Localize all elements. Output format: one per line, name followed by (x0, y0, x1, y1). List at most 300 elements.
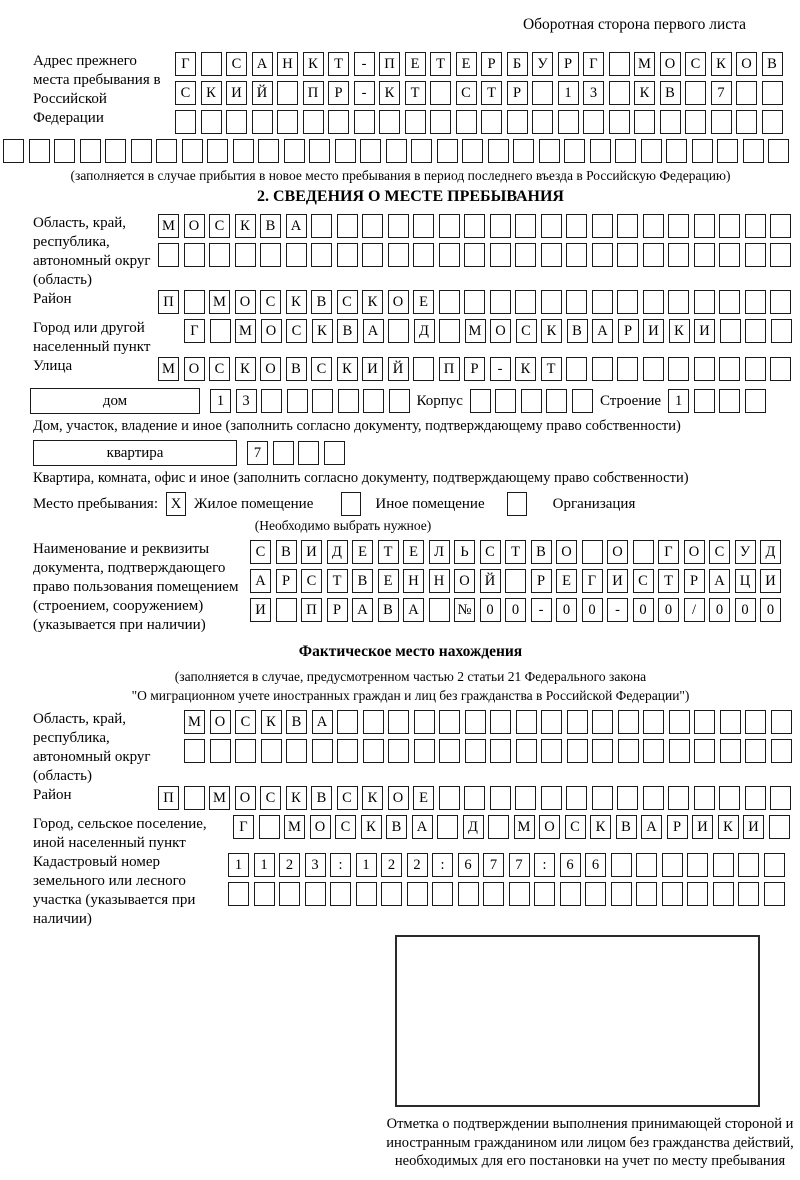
form-cell[interactable] (429, 598, 450, 622)
form-cell[interactable] (770, 214, 791, 238)
form-cell[interactable] (713, 853, 734, 877)
form-cell[interactable] (745, 243, 766, 267)
form-cell[interactable] (515, 214, 536, 238)
form-cell[interactable] (407, 882, 428, 906)
form-cell[interactable] (592, 290, 613, 314)
form-cell[interactable] (719, 243, 740, 267)
form-cell[interactable]: В (762, 52, 783, 76)
form-cell[interactable] (643, 739, 664, 763)
form-cell[interactable]: И (301, 540, 322, 564)
form-cell[interactable] (694, 243, 715, 267)
form-cell[interactable]: Г (583, 52, 604, 76)
form-cell[interactable]: К (669, 319, 690, 343)
form-cell[interactable] (254, 882, 275, 906)
form-cell[interactable]: М (634, 52, 655, 76)
form-cell[interactable] (464, 786, 485, 810)
form-cell[interactable]: Е (378, 569, 399, 593)
form-cell[interactable] (736, 81, 757, 105)
form-cell[interactable]: : (432, 853, 453, 877)
form-cell[interactable] (719, 357, 740, 381)
form-cell[interactable]: 1 (668, 389, 689, 413)
form-cell[interactable]: П (158, 290, 179, 314)
form-cell[interactable]: К (235, 357, 256, 381)
form-cell[interactable]: П (303, 81, 324, 105)
form-cell[interactable]: О (235, 786, 256, 810)
form-cell[interactable]: - (607, 598, 628, 622)
form-cell[interactable]: О (736, 52, 757, 76)
form-cell[interactable] (719, 786, 740, 810)
form-cell[interactable] (490, 710, 511, 734)
form-cell[interactable]: Н (277, 52, 298, 76)
form-cell[interactable] (226, 110, 247, 134)
form-cell[interactable]: В (286, 357, 307, 381)
form-cell[interactable]: О (607, 540, 628, 564)
form-cell[interactable] (770, 357, 791, 381)
form-cell[interactable]: И (743, 815, 764, 839)
form-cell[interactable] (720, 739, 741, 763)
form-cell[interactable] (516, 739, 537, 763)
form-cell[interactable] (745, 319, 766, 343)
form-cell[interactable]: 0 (735, 598, 756, 622)
form-cell[interactable] (768, 139, 789, 163)
form-cell[interactable] (430, 81, 451, 105)
form-cell[interactable] (324, 441, 345, 465)
form-cell[interactable] (507, 110, 528, 134)
form-cell[interactable]: 7 (247, 441, 268, 465)
form-cell[interactable] (541, 786, 562, 810)
form-cell[interactable] (745, 739, 766, 763)
form-cell[interactable]: О (660, 52, 681, 76)
form-cell[interactable]: В (616, 815, 637, 839)
form-cell[interactable]: : (534, 853, 555, 877)
form-cell[interactable] (414, 739, 435, 763)
form-cell[interactable]: Г (184, 319, 205, 343)
form-cell[interactable]: М (158, 214, 179, 238)
form-cell[interactable] (539, 139, 560, 163)
form-cell[interactable] (277, 81, 298, 105)
form-cell[interactable]: С (235, 710, 256, 734)
form-cell[interactable]: К (201, 81, 222, 105)
form-cell[interactable] (745, 357, 766, 381)
form-cell[interactable]: П (158, 786, 179, 810)
form-cell[interactable] (413, 243, 434, 267)
form-cell[interactable]: А (641, 815, 662, 839)
form-cell[interactable]: С (175, 81, 196, 105)
form-cell[interactable] (566, 290, 587, 314)
form-cell[interactable]: 3 (305, 853, 326, 877)
form-cell[interactable] (592, 243, 613, 267)
form-cell[interactable]: В (311, 290, 332, 314)
form-cell[interactable] (515, 786, 536, 810)
form-cell[interactable]: - (490, 357, 511, 381)
form-cell[interactable]: Р (481, 52, 502, 76)
form-cell[interactable] (437, 815, 458, 839)
form-cell[interactable]: О (539, 815, 560, 839)
form-cell[interactable] (464, 290, 485, 314)
form-cell[interactable]: Т (378, 540, 399, 564)
form-cell[interactable] (592, 786, 613, 810)
form-cell[interactable]: Г (582, 569, 603, 593)
form-cell[interactable] (611, 882, 632, 906)
form-cell[interactable] (662, 853, 683, 877)
form-cell[interactable] (515, 290, 536, 314)
form-cell[interactable]: С (337, 786, 358, 810)
form-cell[interactable] (668, 290, 689, 314)
form-cell[interactable] (764, 853, 785, 877)
form-cell[interactable]: С (260, 786, 281, 810)
form-cell[interactable] (210, 319, 231, 343)
form-cell[interactable] (228, 882, 249, 906)
form-cell[interactable]: В (276, 540, 297, 564)
form-cell[interactable]: 6 (458, 853, 479, 877)
form-cell[interactable] (643, 214, 664, 238)
form-cell[interactable] (694, 786, 715, 810)
form-cell[interactable]: Т (505, 540, 526, 564)
form-cell[interactable] (694, 739, 715, 763)
form-cell[interactable]: - (354, 52, 375, 76)
form-cell[interactable]: Р (327, 598, 348, 622)
form-cell[interactable] (437, 139, 458, 163)
form-cell[interactable] (298, 441, 319, 465)
form-cell[interactable]: И (694, 319, 715, 343)
form-cell[interactable] (592, 357, 613, 381)
form-cell[interactable] (643, 710, 664, 734)
form-cell[interactable] (668, 357, 689, 381)
form-cell[interactable]: К (235, 214, 256, 238)
form-cell[interactable] (458, 882, 479, 906)
form-cell[interactable] (636, 882, 657, 906)
form-cell[interactable] (287, 389, 308, 413)
form-cell[interactable]: А (286, 214, 307, 238)
form-cell[interactable] (617, 243, 638, 267)
form-cell[interactable] (260, 243, 281, 267)
form-cell[interactable]: Д (327, 540, 348, 564)
form-cell[interactable] (184, 739, 205, 763)
form-cell[interactable]: П (439, 357, 460, 381)
form-cell[interactable]: Д (414, 319, 435, 343)
form-cell[interactable]: Е (403, 540, 424, 564)
form-cell[interactable]: В (531, 540, 552, 564)
form-cell[interactable] (668, 243, 689, 267)
form-cell[interactable]: К (362, 786, 383, 810)
form-cell[interactable]: О (260, 357, 281, 381)
form-cell[interactable]: А (709, 569, 730, 593)
form-cell[interactable]: 1 (210, 389, 231, 413)
form-cell[interactable]: В (311, 786, 332, 810)
form-cell[interactable] (356, 882, 377, 906)
form-cell[interactable] (439, 319, 460, 343)
form-cell[interactable]: 0 (633, 598, 654, 622)
form-cell[interactable] (105, 139, 126, 163)
form-cell[interactable]: С (209, 214, 230, 238)
form-cell[interactable] (388, 739, 409, 763)
form-cell[interactable]: С (685, 52, 706, 76)
form-cell[interactable]: Г (658, 540, 679, 564)
form-cell[interactable]: О (556, 540, 577, 564)
form-cell[interactable] (488, 815, 509, 839)
form-cell[interactable]: С (516, 319, 537, 343)
form-cell[interactable] (495, 389, 516, 413)
form-cell[interactable] (770, 243, 791, 267)
form-cell[interactable]: Т (658, 569, 679, 593)
form-cell[interactable]: - (354, 81, 375, 105)
form-cell[interactable] (745, 214, 766, 238)
form-cell[interactable] (490, 786, 511, 810)
form-cell[interactable] (311, 243, 332, 267)
form-cell[interactable]: Д (463, 815, 484, 839)
form-cell[interactable] (337, 739, 358, 763)
form-cell[interactable]: О (684, 540, 705, 564)
form-cell[interactable] (618, 710, 639, 734)
form-cell[interactable] (609, 110, 630, 134)
form-cell[interactable] (521, 389, 542, 413)
form-cell[interactable] (258, 139, 279, 163)
form-cell[interactable]: Т (481, 81, 502, 105)
form-cell[interactable] (566, 214, 587, 238)
form-cell[interactable]: К (337, 357, 358, 381)
form-cell[interactable]: К (362, 290, 383, 314)
form-cell[interactable] (465, 710, 486, 734)
form-cell[interactable]: 0 (582, 598, 603, 622)
form-cell[interactable] (685, 110, 706, 134)
stay-checkbox-residential[interactable]: X (166, 492, 186, 516)
form-cell[interactable]: 2 (279, 853, 300, 877)
form-cell[interactable]: А (312, 710, 333, 734)
form-cell[interactable] (490, 290, 511, 314)
form-cell[interactable] (541, 739, 562, 763)
form-cell[interactable]: К (718, 815, 739, 839)
form-cell[interactable]: 1 (356, 853, 377, 877)
form-cell[interactable] (617, 214, 638, 238)
form-cell[interactable] (534, 882, 555, 906)
form-cell[interactable] (611, 853, 632, 877)
form-cell[interactable] (184, 786, 205, 810)
form-cell[interactable]: 1 (254, 853, 275, 877)
form-cell[interactable] (660, 110, 681, 134)
form-cell[interactable]: Е (352, 540, 373, 564)
form-cell[interactable]: Ц (735, 569, 756, 593)
form-cell[interactable]: К (634, 81, 655, 105)
form-cell[interactable] (509, 882, 530, 906)
form-cell[interactable]: П (379, 52, 400, 76)
form-cell[interactable] (719, 389, 740, 413)
form-cell[interactable]: Й (252, 81, 273, 105)
form-cell[interactable] (719, 214, 740, 238)
form-cell[interactable] (745, 710, 766, 734)
form-cell[interactable] (389, 389, 410, 413)
form-cell[interactable] (235, 243, 256, 267)
form-cell[interactable]: Й (388, 357, 409, 381)
form-cell[interactable]: В (352, 569, 373, 593)
form-cell[interactable] (515, 243, 536, 267)
form-cell[interactable] (337, 243, 358, 267)
form-cell[interactable] (411, 139, 432, 163)
form-cell[interactable]: А (250, 569, 271, 593)
form-cell[interactable] (592, 739, 613, 763)
form-cell[interactable] (564, 139, 585, 163)
form-cell[interactable]: 6 (560, 853, 581, 877)
form-cell[interactable]: А (412, 815, 433, 839)
form-cell[interactable] (414, 710, 435, 734)
form-cell[interactable]: С (286, 319, 307, 343)
form-cell[interactable] (532, 110, 553, 134)
form-cell[interactable]: Д (760, 540, 781, 564)
form-cell[interactable] (273, 441, 294, 465)
form-cell[interactable]: К (261, 710, 282, 734)
form-cell[interactable] (617, 786, 638, 810)
form-cell[interactable] (720, 319, 741, 343)
form-cell[interactable] (719, 290, 740, 314)
form-cell[interactable]: К (590, 815, 611, 839)
form-cell[interactable] (233, 139, 254, 163)
form-cell[interactable] (669, 710, 690, 734)
form-cell[interactable]: Р (531, 569, 552, 593)
form-cell[interactable] (738, 853, 759, 877)
form-cell[interactable] (386, 139, 407, 163)
form-cell[interactable] (439, 786, 460, 810)
form-cell[interactable]: М (465, 319, 486, 343)
form-cell[interactable] (388, 710, 409, 734)
form-cell[interactable] (738, 882, 759, 906)
form-cell[interactable]: М (209, 290, 230, 314)
form-cell[interactable]: М (209, 786, 230, 810)
form-cell[interactable] (201, 110, 222, 134)
form-cell[interactable]: Т (405, 81, 426, 105)
form-cell[interactable] (513, 139, 534, 163)
form-cell[interactable]: 6 (585, 853, 606, 877)
form-cell[interactable] (711, 110, 732, 134)
form-cell[interactable] (560, 882, 581, 906)
form-cell[interactable]: Т (430, 52, 451, 76)
form-cell[interactable]: 0 (480, 598, 501, 622)
form-cell[interactable] (201, 52, 222, 76)
form-cell[interactable]: Ь (454, 540, 475, 564)
form-cell[interactable] (505, 569, 526, 593)
form-cell[interactable]: В (567, 319, 588, 343)
form-cell[interactable] (558, 110, 579, 134)
form-cell[interactable] (207, 139, 228, 163)
form-cell[interactable] (330, 882, 351, 906)
form-cell[interactable] (464, 214, 485, 238)
form-cell[interactable] (745, 389, 766, 413)
form-cell[interactable] (566, 786, 587, 810)
form-cell[interactable] (439, 710, 460, 734)
form-cell[interactable] (309, 139, 330, 163)
form-cell[interactable] (432, 882, 453, 906)
form-cell[interactable] (354, 110, 375, 134)
form-cell[interactable] (566, 357, 587, 381)
form-cell[interactable]: 7 (483, 853, 504, 877)
form-cell[interactable]: 0 (556, 598, 577, 622)
form-cell[interactable] (259, 815, 280, 839)
form-cell[interactable]: А (352, 598, 373, 622)
form-cell[interactable] (379, 110, 400, 134)
form-cell[interactable]: Т (327, 569, 348, 593)
form-cell[interactable] (277, 110, 298, 134)
form-cell[interactable]: И (692, 815, 713, 839)
form-cell[interactable] (80, 139, 101, 163)
form-cell[interactable]: М (184, 710, 205, 734)
form-cell[interactable] (483, 882, 504, 906)
form-cell[interactable]: С (311, 357, 332, 381)
form-cell[interactable] (713, 882, 734, 906)
form-cell[interactable] (184, 290, 205, 314)
form-cell[interactable]: Р (507, 81, 528, 105)
form-cell[interactable]: Р (667, 815, 688, 839)
form-cell[interactable] (456, 110, 477, 134)
form-cell[interactable]: И (760, 569, 781, 593)
form-cell[interactable] (439, 739, 460, 763)
form-cell[interactable]: 0 (658, 598, 679, 622)
form-cell[interactable] (184, 243, 205, 267)
form-cell[interactable]: Т (541, 357, 562, 381)
form-cell[interactable]: М (284, 815, 305, 839)
form-cell[interactable]: С (226, 52, 247, 76)
form-cell[interactable] (771, 319, 792, 343)
form-cell[interactable] (464, 243, 485, 267)
form-cell[interactable]: Р (276, 569, 297, 593)
form-cell[interactable]: О (310, 815, 331, 839)
stay-checkbox-organization[interactable] (507, 492, 527, 516)
form-cell[interactable] (363, 710, 384, 734)
form-cell[interactable] (175, 110, 196, 134)
form-cell[interactable] (762, 81, 783, 105)
form-cell[interactable]: Р (464, 357, 485, 381)
form-cell[interactable] (546, 389, 567, 413)
form-cell[interactable]: М (235, 319, 256, 343)
form-cell[interactable] (771, 739, 792, 763)
form-cell[interactable]: И (226, 81, 247, 105)
form-cell[interactable] (363, 389, 384, 413)
form-cell[interactable]: А (592, 319, 613, 343)
form-cell[interactable] (668, 786, 689, 810)
form-cell[interactable]: 3 (236, 389, 257, 413)
form-cell[interactable] (736, 110, 757, 134)
form-cell[interactable]: У (735, 540, 756, 564)
form-cell[interactable] (771, 710, 792, 734)
form-cell[interactable] (470, 389, 491, 413)
form-cell[interactable] (641, 139, 662, 163)
form-cell[interactable] (769, 815, 790, 839)
form-cell[interactable]: О (388, 786, 409, 810)
form-cell[interactable]: Е (456, 52, 477, 76)
form-cell[interactable] (717, 139, 738, 163)
form-cell[interactable] (567, 739, 588, 763)
form-cell[interactable]: С (250, 540, 271, 564)
form-cell[interactable] (276, 598, 297, 622)
form-cell[interactable] (131, 139, 152, 163)
form-cell[interactable]: И (362, 357, 383, 381)
form-cell[interactable]: К (541, 319, 562, 343)
form-cell[interactable]: К (361, 815, 382, 839)
form-cell[interactable] (582, 540, 603, 564)
form-cell[interactable] (669, 739, 690, 763)
form-cell[interactable] (567, 710, 588, 734)
form-cell[interactable]: Н (403, 569, 424, 593)
form-cell[interactable]: А (363, 319, 384, 343)
form-cell[interactable] (743, 139, 764, 163)
form-cell[interactable]: Б (507, 52, 528, 76)
form-cell[interactable] (541, 290, 562, 314)
form-cell[interactable] (210, 739, 231, 763)
form-cell[interactable] (488, 139, 509, 163)
form-cell[interactable]: К (312, 319, 333, 343)
form-cell[interactable] (668, 214, 689, 238)
form-cell[interactable] (337, 214, 358, 238)
form-cell[interactable] (29, 139, 50, 163)
form-cell[interactable]: Р (558, 52, 579, 76)
form-cell[interactable]: П (301, 598, 322, 622)
